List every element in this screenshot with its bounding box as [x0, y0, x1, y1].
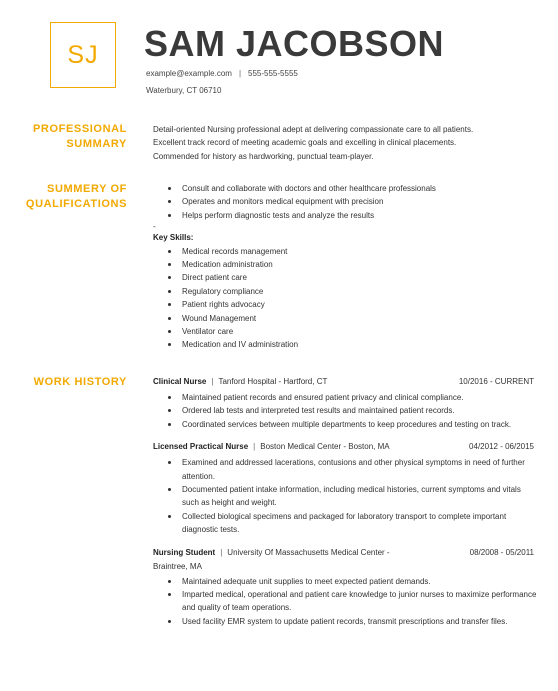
email: example@example.com — [146, 69, 232, 78]
section-title-line: QUALIFICATIONS — [25, 198, 127, 210]
list-item: Medication and IV administration — [153, 338, 538, 351]
list-item: Medication administration — [153, 258, 538, 271]
dash-marker: - — [153, 222, 156, 232]
list-item: Consult and collaborate with doctors and other healthcare professionals — [153, 182, 538, 195]
section-title-line: SUMMARY — [66, 138, 127, 150]
job-employer: University Of Massachusetts Medical Center - — [227, 547, 390, 557]
phone: 555-555-5555 — [248, 69, 298, 78]
list-item: Examined and addressed lacerations, contusions and other physical symptoms in need of further attention. — [153, 456, 538, 483]
summary-line: Commended for history as hardworking, punctual team-player. — [153, 151, 374, 161]
job-header — [153, 440, 538, 454]
qualifications-content — [153, 182, 538, 352]
candidate-name: SAM JACOBSON — [144, 23, 445, 64]
address: Waterbury, CT 06710 — [146, 86, 222, 95]
list-item: Ventilator care — [153, 325, 538, 338]
list-item: Imparted medical, operational and patient care knowledge to junior nurses to maximize performance and quality of team operations. — [153, 588, 538, 615]
section-title-line: SUMMERY OF — [47, 183, 127, 195]
list-item: Documented patient intake information, including medical histories, current symptoms and vitals such as height and weight. — [153, 483, 538, 510]
key-skills-list — [153, 245, 538, 352]
list-item: Operates and monitors medical equipment with precision — [153, 195, 538, 208]
job-entry — [153, 440, 538, 536]
job-title: Clinical Nurse — [153, 377, 207, 386]
job-title: Licensed Practical Nurse — [153, 442, 249, 452]
list-item: Ordered lab tests and interpreted test results and maintained patient records. — [153, 404, 538, 417]
job-dates: 10/2016 - CURRENT — [458, 377, 534, 386]
list-item: Collected biological specimens and packaged for laboratory transport to complete important diagnostic tests. — [153, 510, 538, 537]
job-entry — [153, 546, 538, 629]
job-employer-location: Braintree, MA — [153, 561, 202, 571]
summary-line: Excellent track record of meeting academic goals and excelling in clinical placements. — [153, 138, 457, 148]
section-title-line: WORK HISTORY — [33, 376, 127, 388]
list-item: Direct patient care — [153, 271, 538, 284]
separator: | — [238, 69, 242, 78]
list-item: Wound Management — [153, 312, 538, 325]
section-title-qualifications — [26, 182, 127, 212]
key-skills-label: Key Skills: — [153, 233, 194, 243]
summary-line: Detail-oriented Nursing professional adept at delivering compassionate care to all patients. — [153, 125, 474, 134]
job-title: Nursing Student — [153, 547, 216, 557]
qualifications-list — [153, 182, 538, 222]
summary-text — [153, 123, 538, 163]
list-item: Patient rights advocacy — [153, 298, 538, 311]
work-history-content — [153, 375, 538, 628]
job-bullets — [153, 391, 538, 431]
job-employer: Boston Medical Center - Boston, MA — [260, 442, 390, 452]
list-item: Medical records management — [153, 245, 538, 258]
list-item: Maintained patient records and ensured patient privacy and clinical compliance. — [153, 391, 538, 404]
job-dates: 08/2008 - 05/2011 — [469, 547, 534, 557]
job-bullets — [153, 575, 538, 629]
job-dates: 04/2012 - 06/2015 — [469, 442, 534, 452]
list-item: Regulatory compliance — [153, 285, 538, 298]
job-entry — [153, 375, 538, 431]
job-bullets — [153, 456, 538, 536]
job-header — [153, 375, 538, 389]
list-item: Helps perform diagnostic tests and analyze the results — [153, 209, 538, 222]
contact-line — [146, 69, 298, 78]
initials: SJ — [67, 40, 99, 69]
separator: | — [211, 377, 214, 386]
list-item: Maintained adequate unit supplies to meet expected patient demands. — [153, 575, 538, 588]
section-title-summary — [33, 122, 127, 152]
job-header — [153, 546, 538, 560]
monogram-logo — [50, 22, 116, 88]
list-item: Coordinated services between multiple departments to keep procedures and testing on track. — [153, 418, 538, 431]
job-employer: Tanford Hospital - Hartford, CT — [218, 377, 328, 386]
section-title-work-history — [34, 375, 127, 390]
list-item: Used facility EMR system to update patient records, transmit prescriptions and transfer files. — [153, 615, 538, 628]
section-title-line: PROFESSIONAL — [33, 123, 127, 135]
separator: | — [253, 442, 256, 452]
separator: | — [220, 547, 223, 557]
